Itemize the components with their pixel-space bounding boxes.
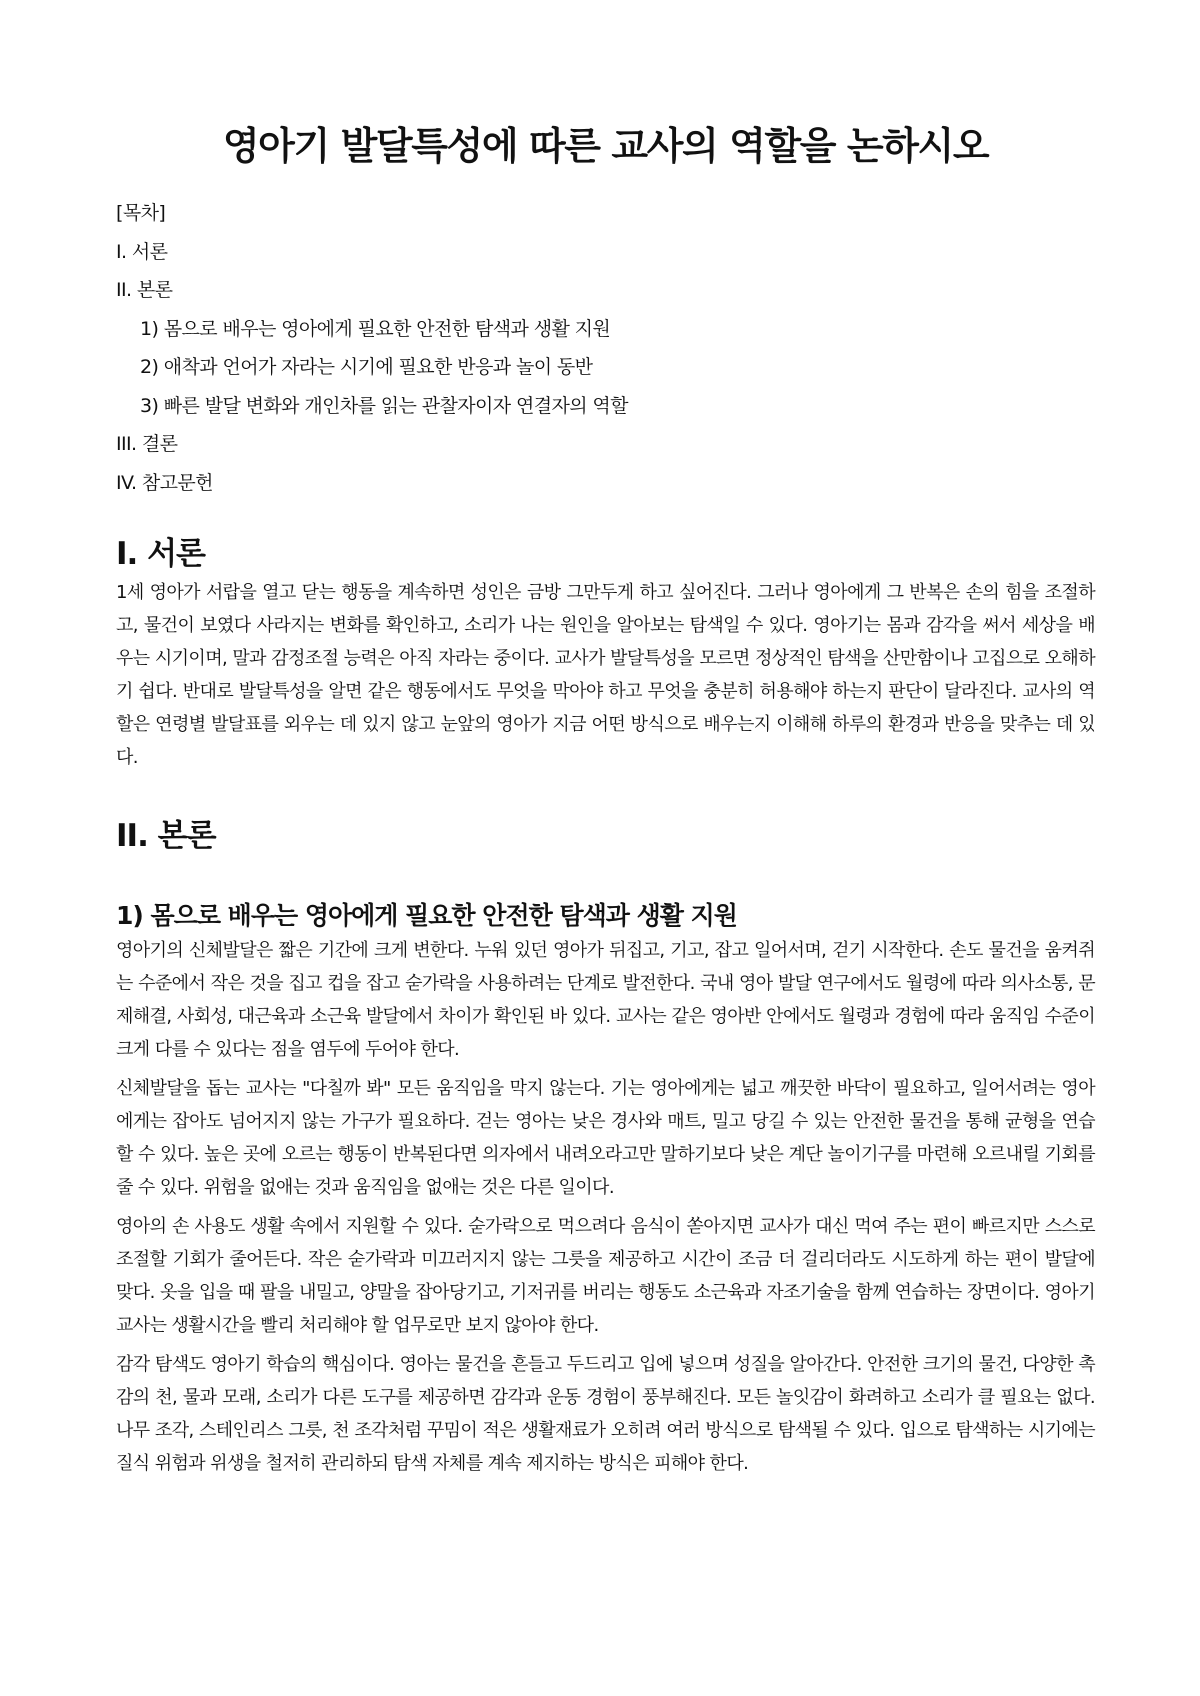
toc-item-body-2: 2) 애착과 언어가 자라는 시기에 필요한 반응과 놀이 동반 [140,356,593,378]
section-introduction [116,532,1095,774]
body-paragraph: 감각 탐색도 영아기 학습의 핵심이다. 영아는 물건을 흔들고 두드리고 입에 넣으며 성질을 알아간다. 안전한 크기의 물건, 다양한 촉감의 천, 물과 모래, 소리가 다른 도구를 제공하면 감각과 운동 경험이 풍부해진다. 모든 놀잇감이 화려하고 소리가 클 필요는 없다. 나무 조각, 스테인리스 그릇, 천 조각처럼 꾸밈이 적은 생활재료가 오히려 여러 방식으로 탐색될 수 있다. 입으로 탐색하는 시기에는 질식 위험과 위생을 철저히 관리하되 탐색 자체를 계속 제지하는 방식은 피해야 한다. [116,1354,1095,1474]
section-heading-intro: I. 서론 [116,536,205,572]
intro-paragraph: 1세 영아가 서랍을 열고 닫는 행동을 계속하면 성인은 금방 그만두게 하고 싶어진다. 그러나 영아에게 그 반복은 손의 힘을 조절하고, 물건이 보였다 사라지는 변화를 확인하고, 소리가 나는 원인을 알아보는 탐색일 수 있다. 영아기는 몸과 감각을 써서 세상을 배우는 시기이며, 말과 감정조절 능력은 아직 자라는 중이다. 교사가 발달특성을 모르면 정상적인 탐색을 산만함이나 고집으로 오해하기 쉽다. 반대로 발달특성을 알면 같은 행동에서도 무엇을 막아야 하고 무엇을 충분히 허용해야 하는지 판단이 달라진다. 교사의 역할은 연령별 발달표를 외우는 데 있지 않고 눈앞의 영아가 지금 어떤 방식으로 배우는지 이해해 하루의 환경과 반응을 맞추는 데 있다. [116,582,1095,768]
toc-item-body: II. 본론 [116,279,173,301]
body-paragraph: 신체발달을 돕는 교사는 "다칠까 봐" 모든 움직임을 막지 않는다. 기는 영아에게는 넓고 깨끗한 바닥이 필요하고, 일어서려는 영아에게는 잡아도 넘어지지 않는 가구가 필요하다. 걷는 영아는 낮은 경사와 매트, 밀고 당길 수 있는 안전한 물건을 통해 균형을 연습할 수 있다. 높은 곳에 오르는 행동이 반복된다면 의자에서 내려오라고만 말하기보다 낮은 계단 놀이기구를 마련해 오르내릴 기회를 줄 수 있다. 위험을 없애는 것과 움직임을 없애는 것은 다른 일이다. [116,1078,1095,1198]
section-body [116,814,1095,1480]
table-of-contents [116,194,1095,502]
document-title: 영아기 발달특성에 따른 교사의 역할을 논하시오 [222,124,989,168]
body-paragraph: 영아기의 신체발달은 짧은 기간에 크게 변한다. 누워 있던 영아가 뒤집고, 기고, 잡고 일어서며, 걷기 시작한다. 손도 물건을 움켜쥐는 수준에서 작은 것을 집고 컵을 잡고 숟가락을 사용하려는 단계로 발전한다. 국내 영아 발달 연구에서도 월령에 따라 의사소통, 문제해결, 사회성, 대근육과 소근육 발달에서 차이가 확인된 바 있다. 교사는 같은 영아반 안에서도 월령과 경험에 따라 움직임 수준이 크게 다를 수 있다는 점을 염두에 두어야 한다. [116,940,1095,1060]
toc-item-conclusion: III. 결론 [116,433,178,455]
toc-item-references: IV. 참고문헌 [116,471,213,494]
section-heading-body: II. 본론 [116,818,216,854]
toc-item-intro: I. 서론 [116,240,168,263]
toc-heading: [목차] [116,202,166,224]
toc-item-body-1: 1) 몸으로 배우는 영아에게 필요한 안전한 탐색과 생활 지원 [140,317,611,340]
subsection-heading-1: 1) 몸으로 배우는 영아에게 필요한 안전한 탐색과 생활 지원 [116,901,737,930]
body-paragraph: 영아의 손 사용도 생활 속에서 지원할 수 있다. 숟가락으로 먹으려다 음식이 쏟아지면 교사가 대신 먹여 주는 편이 빠르지만 스스로 조절할 기회가 줄어든다. 작은 숟가락과 미끄러지지 않는 그릇을 제공하고 시간이 조금 더 걸리더라도 시도하게 하는 편이 발달에 맞다. 옷을 입을 때 팔을 내밀고, 양말을 잡아당기고, 기저귀를 버리는 행동도 소근육과 자조기술을 함께 연습하는 장면이다. 영아기 교사는 생활시간을 빨리 처리해야 할 업무로만 보지 않아야 한다. [116,1216,1095,1336]
toc-item-body-3: 3) 빠른 발달 변화와 개인차를 읽는 관찰자이자 연결자의 역할 [140,394,628,417]
